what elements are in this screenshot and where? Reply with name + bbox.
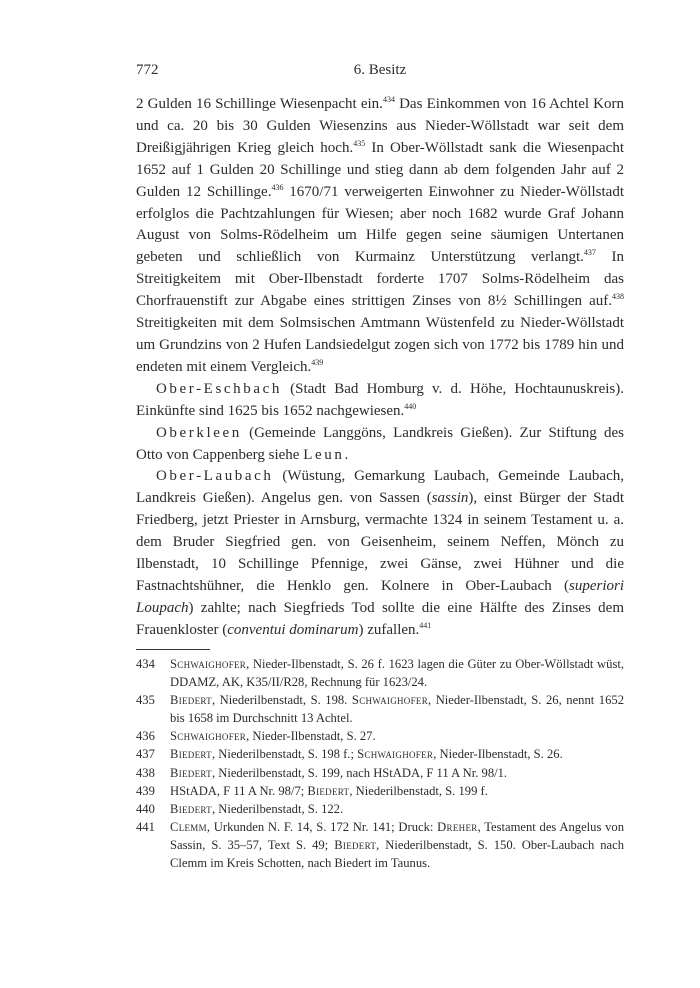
author-name: Dreher bbox=[437, 819, 478, 834]
text-run: , Niederilbenstadt, S. 198. bbox=[211, 693, 352, 708]
author-name: Schwaighofer bbox=[170, 729, 247, 744]
place-name: Leun bbox=[303, 446, 345, 463]
footnote bbox=[136, 800, 624, 818]
footnote-text bbox=[170, 691, 624, 727]
footnote-text bbox=[170, 782, 624, 800]
text-run: HStADA, F 11 A Nr. 98/7; bbox=[170, 783, 308, 798]
text-run: , Niederilbenstadt, S. 122. bbox=[211, 801, 344, 816]
text-run: , Niederilbenstadt, S. 198 f.; bbox=[211, 747, 358, 762]
author-name: Schwaighofer bbox=[351, 693, 428, 708]
footnote-ref: 435 bbox=[353, 138, 366, 148]
footnote-ref: 439 bbox=[311, 357, 324, 367]
text-run: . bbox=[344, 446, 349, 463]
paragraph bbox=[136, 423, 624, 467]
author-name: Biedert bbox=[170, 801, 212, 816]
text-run: 2 Gulden 16 Schillinge Wiesenpacht ein. bbox=[136, 96, 383, 112]
latin-term: superiori Loupach bbox=[136, 577, 624, 616]
place-name: Oberkleen bbox=[156, 424, 242, 441]
paragraph bbox=[136, 94, 624, 379]
text-run: , Nieder-Ilbenstadt, S. 26. bbox=[433, 747, 563, 762]
text-run: , Nieder-Ilbenstadt, S. 27. bbox=[246, 729, 376, 744]
text-run: In Streitigkeitem mit Ober-Ilbenstadt forderte 1707 Solms-Rödelheim das Chorfrauenstift zur Abgabe eines strittigen Zinses von 8½ Schillingen auf. bbox=[136, 249, 624, 310]
footnote-text bbox=[170, 655, 624, 691]
place-name: Ober-Eschbach bbox=[156, 380, 282, 397]
text-run: ) zahlte; nach Siegfrieds Tod sollte die eine Hälfte des Zinses dem Frauenkloster ( bbox=[136, 599, 624, 638]
author-name: Biedert bbox=[170, 747, 212, 762]
text-run: , Niederilbenstadt, S. 150. Ober-Laubach nach Clemm im Kreis Schotten, nach Biedert im Taunus. bbox=[170, 837, 624, 871]
text-run: Das Einkommen von 16 Achtel Korn und ca. 20 bis 30 Gulden Wiesenzins aus Nieder-Wöllstadt war seit dem Dreißigjährigen Krieg gleich hoch. bbox=[136, 96, 624, 156]
text-run: (Wüstung, Gemarkung Laubach, Gemeinde Laubach, Landkreis Gießen). Angelus gen. von Sassen ( bbox=[136, 468, 624, 507]
footnote bbox=[136, 782, 624, 800]
author-name: Biedert bbox=[170, 693, 212, 708]
chapter-title: 6. Besitz bbox=[353, 62, 407, 78]
footnote bbox=[136, 764, 624, 782]
main-text bbox=[136, 94, 624, 642]
text-run: (Gemeinde Langgöns, Landkreis Gießen). Zur Stiftung des Otto von Cappenberg siehe bbox=[136, 424, 624, 463]
text-run: ), einst Bürger der Stadt Friedberg, jetzt Priester in Arnsburg, vermachte 1324 in seinem Testament u. a. dem Bruder Siegfried gen. von Geisenheim, seinem Neffen, Mönch zu Ilbenstadt, 10 Schillinge Pfennige, zwei Gänse, zwei Hühner und die Fastnachtshühner, die Henklo gen. Kolnere in Ober-Laubach ( bbox=[136, 490, 624, 594]
author-name: Biedert bbox=[334, 837, 377, 852]
author-name: Clemm bbox=[170, 819, 207, 834]
footnote-ref: 437 bbox=[583, 248, 596, 258]
footnote-text bbox=[170, 818, 624, 872]
footnote-text bbox=[170, 727, 624, 745]
footnote-ref: 434 bbox=[382, 95, 395, 104]
latin-term: sassin bbox=[431, 490, 469, 507]
footnote-ref: 440 bbox=[404, 401, 417, 411]
text-run: Streitigkeiten mit dem Solmsischen Amtmann Wüstenfeld zu Nieder-Wöllstadt um Grundzins von 2 Hufen Landsiedelgut zogen sich von 1772 bis 1789 hin und endeten mit einem Vergleich. bbox=[136, 315, 624, 375]
footnote-ref: 441 bbox=[419, 620, 432, 630]
author-name: Biedert bbox=[170, 765, 212, 780]
footnote-number: 438 bbox=[136, 765, 155, 780]
author-name: Biedert bbox=[307, 783, 350, 798]
footnote-ref: 438 bbox=[612, 292, 624, 302]
author-name: Schwaighofer bbox=[357, 747, 434, 762]
footnote-number: 435 bbox=[136, 693, 155, 708]
footnote-number: 439 bbox=[136, 783, 155, 798]
footnotes bbox=[136, 655, 624, 872]
footnote-separator bbox=[136, 649, 210, 650]
text-run: (Stadt Bad Homburg v. d. Höhe, Hochtaunuskreis). Einkünfte sind 1625 bis 1652 nachgewiesen. bbox=[136, 380, 624, 419]
text-run: , Nieder-Ilbenstadt, S. 26, nennt 1652 bis 1658 im Durchschnitt 13 Achtel. bbox=[170, 693, 624, 726]
place-name: Ober-Laubach bbox=[156, 468, 274, 485]
footnote bbox=[136, 727, 624, 745]
latin-term: conventui dominarum bbox=[227, 621, 359, 638]
text-run: , Testament des Angelus von Sassin, S. 35–57, Text S. 49; bbox=[170, 819, 624, 852]
paragraph bbox=[136, 379, 624, 423]
footnote-number: 441 bbox=[136, 819, 155, 834]
text-run: In Ober-Wöllstadt sank die Wiesenpacht 1652 auf 1 Gulden 20 Schillinge und stieg dann ab dem folgenden Jahr auf 2 Gulden 12 Schillinge. bbox=[136, 139, 624, 200]
footnote-text bbox=[170, 764, 624, 782]
text-run: , Niederilbenstadt, S. 199 f. bbox=[349, 783, 488, 798]
footnote-text bbox=[170, 745, 624, 763]
text-run: , Urkunden N. F. 14, S. 172 Nr. 141; Druck: bbox=[206, 819, 438, 834]
text-run: , Niederilbenstadt, S. 199, nach HStADA, F 11 A Nr. 98/1. bbox=[211, 765, 508, 780]
footnote bbox=[136, 745, 624, 763]
author-name: Schwaighofer bbox=[170, 657, 247, 671]
footnote-ref: 436 bbox=[271, 182, 284, 192]
paragraph bbox=[136, 466, 624, 641]
footnote-number: 440 bbox=[136, 801, 155, 816]
page-number: 772 bbox=[136, 62, 159, 78]
text-run: ) zufallen. bbox=[358, 621, 420, 638]
text-run: , Nieder-Ilbenstadt, S. 26 f. 1623 lagen die Güter zu Ober-Wöllstadt wüst, DDAMZ, AK, K35/II/R28, Rechnung für 1623/24. bbox=[170, 657, 624, 690]
footnote bbox=[136, 655, 624, 691]
footnote-number: 434 bbox=[136, 657, 155, 671]
footnote bbox=[136, 818, 624, 872]
running-header bbox=[136, 62, 624, 82]
footnote bbox=[136, 691, 624, 727]
footnote-number: 437 bbox=[136, 747, 155, 762]
footnote-number: 436 bbox=[136, 729, 155, 744]
footnote-text bbox=[170, 800, 624, 818]
text-run: 1670/71 verweigerten Einwohner zu Nieder-Wöllstadt erfolglos die Pachtzahlungen für Wiesen; aber noch 1682 wurde Graf Johann August von Solms-Rödelheim um Hilfe gegen seine säumigen Untertanen gebeten und schließlich von Kurmainz Unterstützung verlangt. bbox=[136, 183, 624, 266]
